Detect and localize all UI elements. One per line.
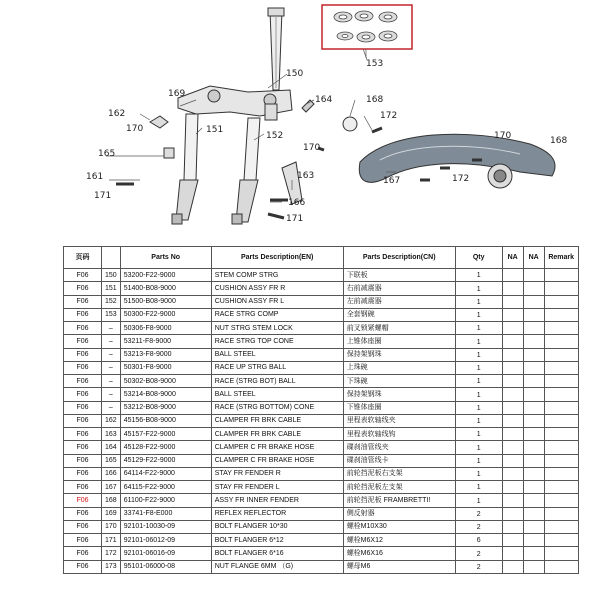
callout-164: 164 bbox=[315, 95, 333, 105]
cell-en: NUT FLANGE 6MM （G) bbox=[211, 560, 343, 573]
cell-na-2 bbox=[523, 441, 544, 454]
fork-left-drawing bbox=[232, 118, 260, 224]
callout-172: 172 bbox=[380, 111, 398, 121]
cell-page: F06 bbox=[64, 322, 102, 335]
cell-ref: 162 bbox=[102, 414, 121, 427]
cell-en: ASSY FR INNER FENDER bbox=[211, 494, 343, 507]
table-row bbox=[64, 428, 579, 441]
fork-right-drawing bbox=[172, 114, 198, 224]
cell-na-2 bbox=[523, 414, 544, 427]
callout-151: 151 bbox=[206, 125, 224, 135]
table-row bbox=[64, 481, 579, 494]
callout-169: 169 bbox=[168, 89, 186, 99]
cell-remark bbox=[544, 282, 578, 295]
cell-na-2 bbox=[523, 308, 544, 321]
cell-na-2 bbox=[523, 547, 544, 560]
cell-part: 50301-F8-9000 bbox=[120, 361, 211, 374]
cell-na-2 bbox=[523, 348, 544, 361]
cell-remark bbox=[544, 534, 578, 547]
callout-150: 150 bbox=[286, 69, 304, 79]
cell-page: F06 bbox=[64, 308, 102, 321]
cell-qty: 1 bbox=[455, 375, 502, 388]
cell-qty: 1 bbox=[455, 414, 502, 427]
cell-page: F06 bbox=[64, 467, 102, 480]
cell-na-1 bbox=[502, 441, 523, 454]
exploded-parts-diagram bbox=[0, 0, 600, 242]
cell-part: 45157-F22-9000 bbox=[120, 428, 211, 441]
cell-na-2 bbox=[523, 388, 544, 401]
cell-qty: 2 bbox=[455, 520, 502, 533]
cell-qty: 1 bbox=[455, 388, 502, 401]
table-row bbox=[64, 269, 579, 282]
cell-part: 64114-F22-9000 bbox=[120, 467, 211, 480]
cell-part: 92101-06016-09 bbox=[120, 547, 211, 560]
callout-167: 167 bbox=[383, 176, 401, 186]
cell-part: 53213-F8-9000 bbox=[120, 348, 211, 361]
cell-na-1 bbox=[502, 282, 523, 295]
bearing-race-set-box bbox=[322, 5, 412, 58]
callout-152: 152 bbox=[266, 131, 284, 141]
cell-na-1 bbox=[502, 520, 523, 533]
cell-part: 64115-F22-9000 bbox=[120, 481, 211, 494]
cell-na-1 bbox=[502, 401, 523, 414]
cell-na-1 bbox=[502, 454, 523, 467]
cell-part: 45128-F22-9000 bbox=[120, 441, 211, 454]
cell-na-1 bbox=[502, 348, 523, 361]
table-row bbox=[64, 308, 579, 321]
cell-cn: 前轮挡泥板右支架 bbox=[343, 467, 455, 480]
table-row bbox=[64, 348, 579, 361]
table-row bbox=[64, 414, 579, 427]
cell-na-1 bbox=[502, 428, 523, 441]
table-row bbox=[64, 388, 579, 401]
cell-ref: – bbox=[102, 375, 121, 388]
callout-153: 153 bbox=[366, 59, 384, 69]
cell-cn: 侧反射器 bbox=[343, 507, 455, 520]
cell-na-2 bbox=[523, 454, 544, 467]
cell-remark bbox=[544, 348, 578, 361]
header-row bbox=[64, 247, 579, 269]
cell-qty: 2 bbox=[455, 560, 502, 573]
cell-na-1 bbox=[502, 361, 523, 374]
cell-ref: 150 bbox=[102, 269, 121, 282]
cell-na-2 bbox=[523, 322, 544, 335]
cell-en: RACE STRG TOP CONE bbox=[211, 335, 343, 348]
cell-qty: 1 bbox=[455, 335, 502, 348]
cell-ref: 165 bbox=[102, 454, 121, 467]
cell-na-2 bbox=[523, 494, 544, 507]
table-row bbox=[64, 520, 579, 533]
cell-en: BALL STEEL bbox=[211, 388, 343, 401]
cell-remark bbox=[544, 560, 578, 573]
cell-part: 45129-F22-9000 bbox=[120, 454, 211, 467]
cell-qty: 1 bbox=[455, 269, 502, 282]
cell-qty: 1 bbox=[455, 348, 502, 361]
cell-en: CUSHION ASSY FR L bbox=[211, 295, 343, 308]
cell-page: F06 bbox=[64, 269, 102, 282]
cell-part: 51400-B08-9000 bbox=[120, 282, 211, 295]
cell-remark bbox=[544, 547, 578, 560]
cell-en: CLAMPER C FR BRAKE HOSE bbox=[211, 454, 343, 467]
cell-ref: 171 bbox=[102, 534, 121, 547]
cell-na-2 bbox=[523, 467, 544, 480]
cell-cn: 下珠碗 bbox=[343, 375, 455, 388]
cell-part: 50302-B08-9000 bbox=[120, 375, 211, 388]
header-na-2: NA bbox=[523, 247, 544, 269]
cell-remark bbox=[544, 269, 578, 282]
table-row bbox=[64, 295, 579, 308]
cell-cn: 下锥体座圈 bbox=[343, 401, 455, 414]
table-row bbox=[64, 560, 579, 573]
table-header bbox=[64, 247, 579, 269]
cell-en: CLAMPER FR BRK CABLE bbox=[211, 428, 343, 441]
cell-na-2 bbox=[523, 481, 544, 494]
cell-page: F06 bbox=[64, 481, 102, 494]
cell-qty: 1 bbox=[455, 428, 502, 441]
cell-cn: 碟刹油管线卡 bbox=[343, 454, 455, 467]
cell-en: NUT STRG STEM LOCK bbox=[211, 322, 343, 335]
cell-en: STEM COMP STRG bbox=[211, 269, 343, 282]
cell-page: F06 bbox=[64, 295, 102, 308]
table-row bbox=[64, 361, 579, 374]
cell-na-2 bbox=[523, 361, 544, 374]
callout-168: 168 bbox=[366, 95, 384, 105]
cell-page: F06 bbox=[64, 388, 102, 401]
cell-en: STAY FR FENDER R bbox=[211, 467, 343, 480]
cell-qty: 1 bbox=[455, 401, 502, 414]
cell-en: CLAMPER C FR BRAKE HOSE bbox=[211, 441, 343, 454]
cell-na-1 bbox=[502, 560, 523, 573]
cell-na-1 bbox=[502, 308, 523, 321]
cell-part: 92101-10030-09 bbox=[120, 520, 211, 533]
cell-ref: 151 bbox=[102, 282, 121, 295]
callout-168: 168 bbox=[550, 136, 568, 146]
cell-page: F06 bbox=[64, 507, 102, 520]
cell-remark bbox=[544, 375, 578, 388]
cell-part: 53212-B08-9000 bbox=[120, 401, 211, 414]
cell-cn: 左前减震器 bbox=[343, 295, 455, 308]
cell-remark bbox=[544, 401, 578, 414]
header-ref bbox=[102, 247, 121, 269]
callout-163: 163 bbox=[297, 171, 315, 181]
cell-na-1 bbox=[502, 494, 523, 507]
cell-page: F06 bbox=[64, 375, 102, 388]
table-row bbox=[64, 375, 579, 388]
cell-remark bbox=[544, 467, 578, 480]
table-row bbox=[64, 454, 579, 467]
cell-en: CUSHION ASSY FR R bbox=[211, 282, 343, 295]
table-row bbox=[64, 322, 579, 335]
cell-qty: 1 bbox=[455, 481, 502, 494]
cell-part: 92101-06012-09 bbox=[120, 534, 211, 547]
cell-part: 53214-B08-9000 bbox=[120, 388, 211, 401]
cell-page: F06 bbox=[64, 520, 102, 533]
cell-cn: 下联板 bbox=[343, 269, 455, 282]
callout-171: 171 bbox=[94, 191, 112, 201]
cell-remark bbox=[544, 414, 578, 427]
header-page: 页码 bbox=[64, 247, 102, 269]
cell-na-1 bbox=[502, 547, 523, 560]
cell-na-1 bbox=[502, 414, 523, 427]
cell-part: 33741-F8-E000 bbox=[120, 507, 211, 520]
cell-en: BOLT FLANGER 6*16 bbox=[211, 547, 343, 560]
cell-na-1 bbox=[502, 295, 523, 308]
cell-part: 95101-06000-08 bbox=[120, 560, 211, 573]
cell-na-1 bbox=[502, 467, 523, 480]
cell-ref: 153 bbox=[102, 308, 121, 321]
cell-page: F06 bbox=[64, 560, 102, 573]
cell-ref: 166 bbox=[102, 467, 121, 480]
cell-cn: 上珠碗 bbox=[343, 361, 455, 374]
cell-en: BOLT FLANGER 6*12 bbox=[211, 534, 343, 547]
cell-ref: – bbox=[102, 401, 121, 414]
cell-qty: 1 bbox=[455, 282, 502, 295]
cell-part: 61100-F22-9000 bbox=[120, 494, 211, 507]
cell-remark bbox=[544, 520, 578, 533]
cell-ref: 173 bbox=[102, 560, 121, 573]
cell-part: 51500-B08-9000 bbox=[120, 295, 211, 308]
cell-ref: 169 bbox=[102, 507, 121, 520]
cell-remark bbox=[544, 322, 578, 335]
cell-page: F06 bbox=[64, 361, 102, 374]
cell-en: BOLT FLANGER 10*30 bbox=[211, 520, 343, 533]
cell-na-1 bbox=[502, 388, 523, 401]
cell-ref: 168 bbox=[102, 494, 121, 507]
cell-page: F06 bbox=[64, 348, 102, 361]
cell-page: F06 bbox=[64, 534, 102, 547]
cell-page: F06 bbox=[64, 414, 102, 427]
cell-page: F06 bbox=[64, 441, 102, 454]
cell-qty: 1 bbox=[455, 308, 502, 321]
cell-part: 50300-F22-9000 bbox=[120, 308, 211, 321]
cell-cn: 保持架钢珠 bbox=[343, 388, 455, 401]
callout-170: 170 bbox=[126, 124, 144, 134]
cell-remark bbox=[544, 494, 578, 507]
table-row bbox=[64, 335, 579, 348]
cell-cn: 上锥体座圈 bbox=[343, 335, 455, 348]
cell-remark bbox=[544, 335, 578, 348]
cell-cn: 前轮挡泥板左支架 bbox=[343, 481, 455, 494]
cell-qty: 1 bbox=[455, 454, 502, 467]
cell-cn: 里程表软轴线钩 bbox=[343, 428, 455, 441]
cell-cn: 前叉锁紧螺帽 bbox=[343, 322, 455, 335]
cell-en: STAY FR FENDER L bbox=[211, 481, 343, 494]
table-row bbox=[64, 547, 579, 560]
cell-remark bbox=[544, 441, 578, 454]
callout-171: 171 bbox=[286, 214, 304, 224]
cell-cn: 螺栓M6X16 bbox=[343, 547, 455, 560]
cell-ref: – bbox=[102, 335, 121, 348]
header-parts-no: Parts No bbox=[120, 247, 211, 269]
callout-165: 165 bbox=[98, 149, 116, 159]
cell-en: BALL STEEL bbox=[211, 348, 343, 361]
cell-na-2 bbox=[523, 520, 544, 533]
header-desc-cn: Parts Description(CN) bbox=[343, 247, 455, 269]
table-row bbox=[64, 441, 579, 454]
cell-qty: 2 bbox=[455, 507, 502, 520]
cell-qty: 2 bbox=[455, 547, 502, 560]
header-na-1: NA bbox=[502, 247, 523, 269]
table-row bbox=[64, 401, 579, 414]
cell-na-2 bbox=[523, 375, 544, 388]
callout-161: 161 bbox=[86, 172, 104, 182]
cell-na-2 bbox=[523, 534, 544, 547]
cell-cn: 保持架钢珠 bbox=[343, 348, 455, 361]
cell-qty: 1 bbox=[455, 441, 502, 454]
cell-qty: 1 bbox=[455, 361, 502, 374]
callout-172: 172 bbox=[452, 174, 470, 184]
cell-remark bbox=[544, 361, 578, 374]
cell-en: CLAMPER FR BRK CABLE bbox=[211, 414, 343, 427]
cell-page: F06 bbox=[64, 401, 102, 414]
table-row bbox=[64, 467, 579, 480]
cell-cn: 前轮挡泥板 FRAMBRETTI! bbox=[343, 494, 455, 507]
cell-part: 45156-B08-9000 bbox=[120, 414, 211, 427]
cell-na-1 bbox=[502, 481, 523, 494]
cell-na-1 bbox=[502, 534, 523, 547]
cell-ref: – bbox=[102, 361, 121, 374]
cell-qty: 1 bbox=[455, 494, 502, 507]
cell-cn: 碟刹油管线夹 bbox=[343, 441, 455, 454]
cell-page: F06 bbox=[64, 494, 102, 507]
cell-ref: – bbox=[102, 348, 121, 361]
cell-remark bbox=[544, 428, 578, 441]
callout-162: 162 bbox=[108, 109, 126, 119]
header-remark: Remark bbox=[544, 247, 578, 269]
cell-page: F06 bbox=[64, 282, 102, 295]
cell-na-2 bbox=[523, 295, 544, 308]
cell-remark bbox=[544, 507, 578, 520]
cell-na-1 bbox=[502, 322, 523, 335]
cell-na-2 bbox=[523, 560, 544, 573]
cell-na-2 bbox=[523, 269, 544, 282]
cell-en: RACE (STRG BOTTOM) CONE bbox=[211, 401, 343, 414]
cell-qty: 1 bbox=[455, 295, 502, 308]
parts-table bbox=[63, 246, 579, 574]
cell-cn: 右前减震器 bbox=[343, 282, 455, 295]
cell-qty: 1 bbox=[455, 322, 502, 335]
cell-remark bbox=[544, 454, 578, 467]
cell-na-2 bbox=[523, 282, 544, 295]
cell-ref: – bbox=[102, 322, 121, 335]
cell-ref: 170 bbox=[102, 520, 121, 533]
header-desc-en: Parts Description(EN) bbox=[211, 247, 343, 269]
cell-cn: 全套钢碗 bbox=[343, 308, 455, 321]
cell-ref: 172 bbox=[102, 547, 121, 560]
cell-remark bbox=[544, 308, 578, 321]
cell-page: F06 bbox=[64, 428, 102, 441]
cell-cn: 里程表软轴线夹 bbox=[343, 414, 455, 427]
cell-na-2 bbox=[523, 335, 544, 348]
cell-na-1 bbox=[502, 269, 523, 282]
header-qty: Qty bbox=[455, 247, 502, 269]
table-row bbox=[64, 282, 579, 295]
cell-remark bbox=[544, 481, 578, 494]
cell-qty: 1 bbox=[455, 467, 502, 480]
cell-cn: 螺母M6 bbox=[343, 560, 455, 573]
cell-ref: 167 bbox=[102, 481, 121, 494]
cell-na-2 bbox=[523, 401, 544, 414]
cell-en: RACE STRG COMP bbox=[211, 308, 343, 321]
cell-cn: 螺栓M6X12 bbox=[343, 534, 455, 547]
table-row bbox=[64, 534, 579, 547]
cell-page: F06 bbox=[64, 454, 102, 467]
cell-na-1 bbox=[502, 335, 523, 348]
cell-ref: 152 bbox=[102, 295, 121, 308]
cell-en: RACE (STRG BOT) BALL bbox=[211, 375, 343, 388]
cell-ref: 163 bbox=[102, 428, 121, 441]
cell-na-1 bbox=[502, 507, 523, 520]
table-row bbox=[64, 507, 579, 520]
cell-ref: 164 bbox=[102, 441, 121, 454]
cell-en: RACE UP STRG BALL bbox=[211, 361, 343, 374]
cell-remark bbox=[544, 388, 578, 401]
table-body bbox=[64, 269, 579, 574]
cell-na-2 bbox=[523, 507, 544, 520]
callout-170: 170 bbox=[494, 131, 512, 141]
table-row bbox=[64, 494, 579, 507]
cell-part: 53200-F22-9000 bbox=[120, 269, 211, 282]
cell-part: 50306-F8-9000 bbox=[120, 322, 211, 335]
cell-na-1 bbox=[502, 375, 523, 388]
callout-166: 166 bbox=[288, 198, 306, 208]
cell-page: F06 bbox=[64, 335, 102, 348]
cell-qty: 6 bbox=[455, 534, 502, 547]
cell-cn: 螺栓M10X30 bbox=[343, 520, 455, 533]
cell-remark bbox=[544, 295, 578, 308]
cell-page: F06 bbox=[64, 547, 102, 560]
callout-170: 170 bbox=[303, 143, 321, 153]
cell-part: 53211-F8-9000 bbox=[120, 335, 211, 348]
cell-ref: – bbox=[102, 388, 121, 401]
cell-na-2 bbox=[523, 428, 544, 441]
cell-en: REFLEX REFLECTOR bbox=[211, 507, 343, 520]
